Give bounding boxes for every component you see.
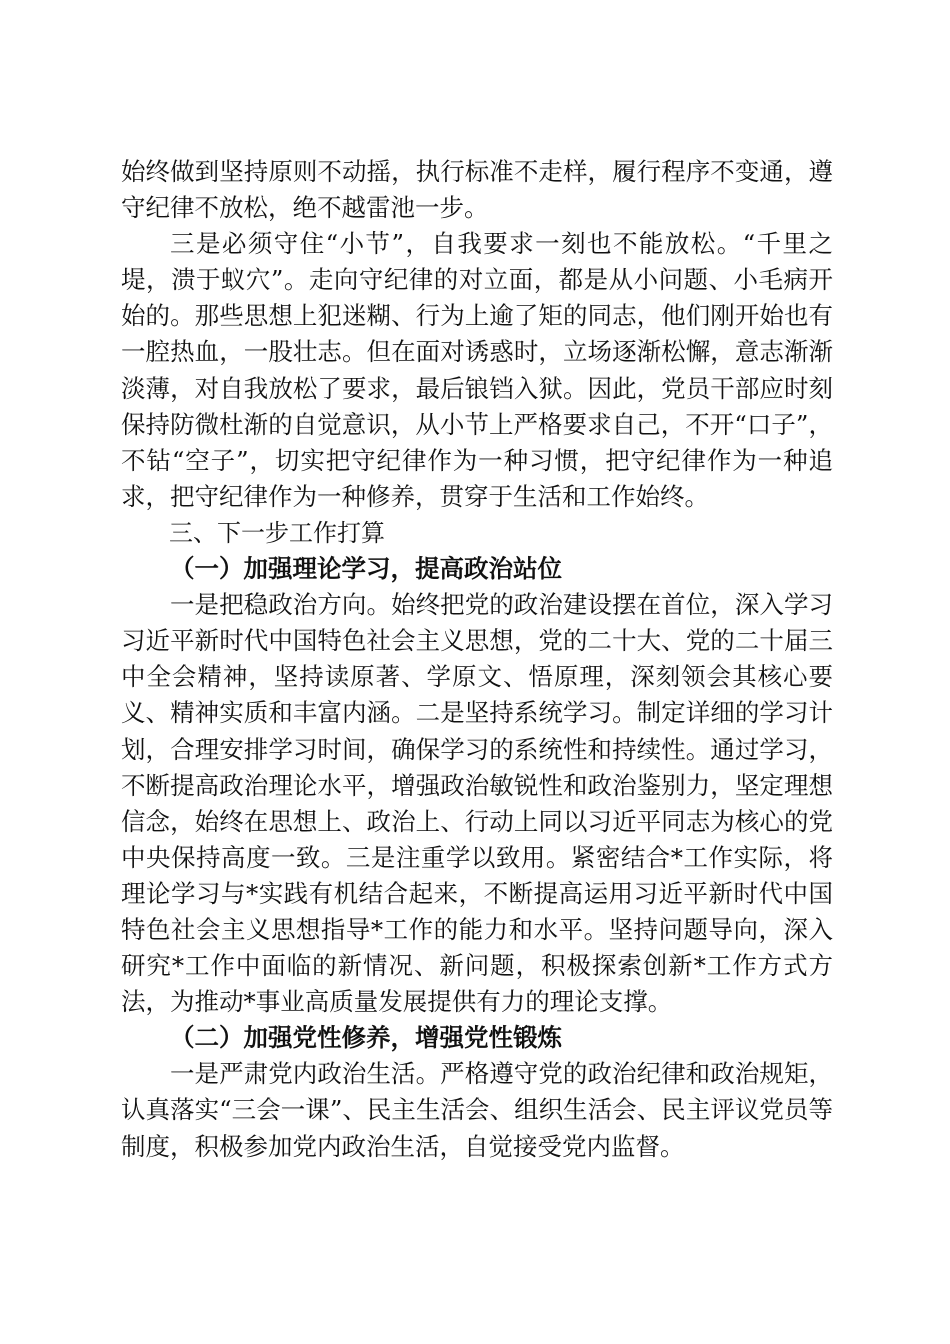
subheading-theory-study: （一）加强理论学习，提高政治站位 bbox=[170, 554, 562, 584]
paragraph-continuation: 始终做到坚持原则不动摇，执行标准不走样，履行程序不变通，遵守纪律不放松，绝不越雷池一步。 bbox=[121, 157, 833, 223]
section-heading-next-steps: 三、下一步工作打算 bbox=[169, 518, 385, 547]
document-body bbox=[121, 154, 833, 1165]
paragraph-theory-study: 一是把稳政治方向。始终把党的政治建设摆在首位，深入学习习近平新时代中国特色社会主义思想，党的二十大、党的二十届三中全会精神，坚持读原著、学原文、悟原理，深刻领会其核心要义、精神实质和丰富内涵。二是坚持系统学习。制定详细的学习计划，合理安排学习时间，确保学习的系统性和持续性。通过学习，不断提高政治理论水平，增强政治敏锐性和政治鉴别力，坚定理想信念，始终在思想上、政治上、行动上同以习近平同志为核心的党中央保持高度一致。三是注重学以致用。紧密结合*工作实际，将理论学习与*实践有机结合起来，不断提高运用习近平新时代中国特色社会主义思想指导*工作的能力和水平。坚持问题导向，深入研究*工作中面临的新情况、新问题，积极探索创新*工作方式方法，为推动*事业高质量发展提供有力的理论支撑。 bbox=[121, 590, 833, 1017]
paragraph-party-life: 一是严肃党内政治生活。严格遵守党的政治纪律和政治规矩，认真落实“三会一课”、民主生活会、组织生活会、民主评议党员等制度，积极参加党内政治生活，自觉接受党内监督。 bbox=[121, 1059, 833, 1161]
subheading-party-spirit: （二）加强党性修养，增强党性锻炼 bbox=[170, 1023, 562, 1053]
paragraph-small-details: 三是必须守住“小节”，自我要求一刻也不能放松。“千里之堤，溃于蚁穴”。走向守纪律的对立面，都是从小问题、小毛病开始的。那些思想上犯迷糊、行为上逾了矩的同志，他们刚开始也有一腔热血，一股壮志。但在面对诱惑时，立场逐渐松懈，意志渐渐淡薄，对自我放松了要求，最后锒铛入狱。因此，党员干部应时刻保持防微杜渐的自觉意识，从小节上严格要求自己，不开“口子”，不钻“空子”，切实把守纪律作为一种习惯，把守纪律作为一种追求，把守纪律作为一种修养，贯穿于生活和工作始终。 bbox=[121, 229, 833, 511]
